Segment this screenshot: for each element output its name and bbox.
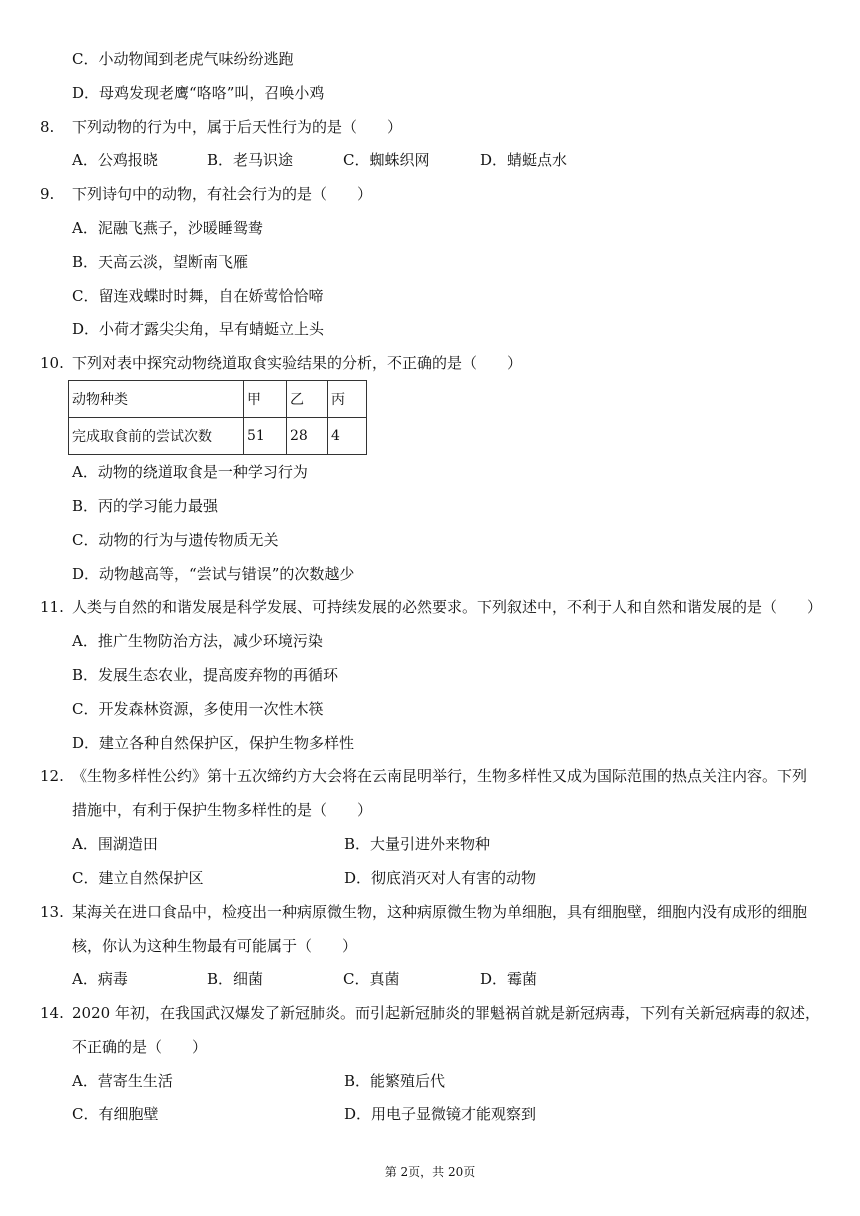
table-cell: 丙: [328, 381, 367, 418]
q11-option-b: B．发展生态农业，提高废弃物的再循环: [72, 666, 339, 684]
q14-stem-line1: 2020 年初，在我国武汉爆发了新冠肺炎。而引起新冠肺炎的罪魁祸首就是新冠病毒，下列有关新冠病毒的叙述，: [72, 1004, 820, 1022]
q12-option-b: B．大量引进外来物种: [344, 835, 491, 853]
q8-option-d: D．蜻蜓点水: [480, 151, 568, 169]
page-footer: 第 2页，共 20页: [384, 1165, 476, 1179]
q14-option-b: B．能繁殖后代: [344, 1072, 446, 1090]
q13-stem-line1: 某海关在进口食品中，检疫出一种病原微生物，这种病原微生物为单细胞，具有细胞壁，细胞内没有成形的细胞: [72, 903, 808, 921]
q11-option-d: D．建立各种自然保护区，保护生物多样性: [72, 734, 355, 752]
table-cell: 甲: [244, 381, 287, 418]
q10-option-d: D．动物越高等，“尝试与错误”的次数越少: [72, 565, 355, 583]
q10-option-a: A．动物的绕道取食是一种学习行为: [72, 463, 308, 481]
q8-stem: 下列动物的行为中，属于后天性行为的是（ ）: [72, 118, 403, 136]
q13-option-b: B．细菌: [207, 970, 264, 988]
q8-number: 8.: [40, 118, 55, 136]
q13-number: 13.: [40, 903, 64, 921]
q14-option-d: D．用电子显微镜才能观察到: [344, 1105, 537, 1123]
q12-stem-line1: 《生物多样性公约》第十五次缔约方大会将在云南昆明举行，生物多样性又成为国际范围的热点关注内容。下列: [72, 767, 808, 785]
q9-option-c: C．留连戏蝶时时舞，自在娇莺恰恰啼: [72, 287, 324, 305]
table-cell: 28: [287, 418, 328, 455]
q9-option-a: A．泥融飞燕子，沙暖睡鸳鸯: [72, 219, 263, 237]
q14-number: 14.: [40, 1004, 64, 1022]
q12-option-d: D．彻底消灭对人有害的动物: [344, 869, 537, 887]
q8-option-a: A．公鸡报晓: [72, 151, 158, 169]
q7-option-d: D．母鸡发现老鹰“咯咯”叫，召唤小鸡: [72, 84, 325, 102]
q12-stem-line2: 措施中，有利于保护生物多样性的是（ ）: [72, 801, 373, 819]
q10-option-c: C．动物的行为与遗传物质无关: [72, 531, 279, 549]
q8-option-b: B．老马识途: [207, 151, 294, 169]
q9-number: 9.: [40, 185, 55, 203]
experiment-table: [68, 380, 367, 455]
q11-number: 11.: [40, 598, 64, 616]
table-header-row: [69, 381, 367, 418]
q13-options: [72, 969, 832, 989]
q12-number: 12.: [40, 767, 64, 785]
q11-option-c: C．开发森林资源，多使用一次性木筷: [72, 700, 324, 718]
q14-option-c: C．有细胞壁: [72, 1105, 159, 1123]
q11-option-a: A．推广生物防治方法，减少环境污染: [72, 632, 323, 650]
q7-option-c: C．小动物闻到老虎气味纷纷逃跑: [72, 50, 294, 68]
q11-stem: 人类与自然的和谐发展是科学发展、可持续发展的必然要求。下列叙述中，不利于人和自然和谐发展的是（ ）: [72, 598, 823, 616]
q9-option-d: D．小荷才露尖尖角，早有蜻蜓立上头: [72, 320, 325, 338]
table-cell: 动物种类: [69, 381, 244, 418]
q13-option-c: C．真菌: [343, 970, 400, 988]
q12-option-a: A．围湖造田: [72, 835, 158, 853]
q12-option-c: C．建立自然保护区: [72, 869, 204, 887]
q10-number: 10.: [40, 354, 64, 372]
q8-option-c: C．蜘蛛织网: [343, 151, 430, 169]
table-cell: 51: [244, 418, 287, 455]
table-row: [69, 418, 367, 455]
q13-stem-line2: 核，你认为这种生物最有可能属于（ ）: [72, 937, 358, 955]
q9-option-b: B．天高云淡，望断南飞雁: [72, 253, 249, 271]
q14-option-a: A．营寄生生活: [72, 1072, 173, 1090]
q9-stem: 下列诗句中的动物，有社会行为的是（ ）: [72, 185, 373, 203]
table-cell: 4: [328, 418, 367, 455]
table-cell: 乙: [287, 381, 328, 418]
q10-option-b: B．丙的学习能力最强: [72, 497, 219, 515]
q8-options: [72, 150, 832, 170]
table-cell: 完成取食前的尝试次数: [69, 418, 244, 455]
q10-stem: 下列对表中探究动物绕道取食实验结果的分析，不正确的是（ ）: [72, 354, 523, 372]
q14-stem-line2: 不正确的是（ ）: [72, 1038, 208, 1056]
q13-option-a: A．病毒: [72, 970, 128, 988]
q13-option-d: D．霉菌: [480, 970, 538, 988]
